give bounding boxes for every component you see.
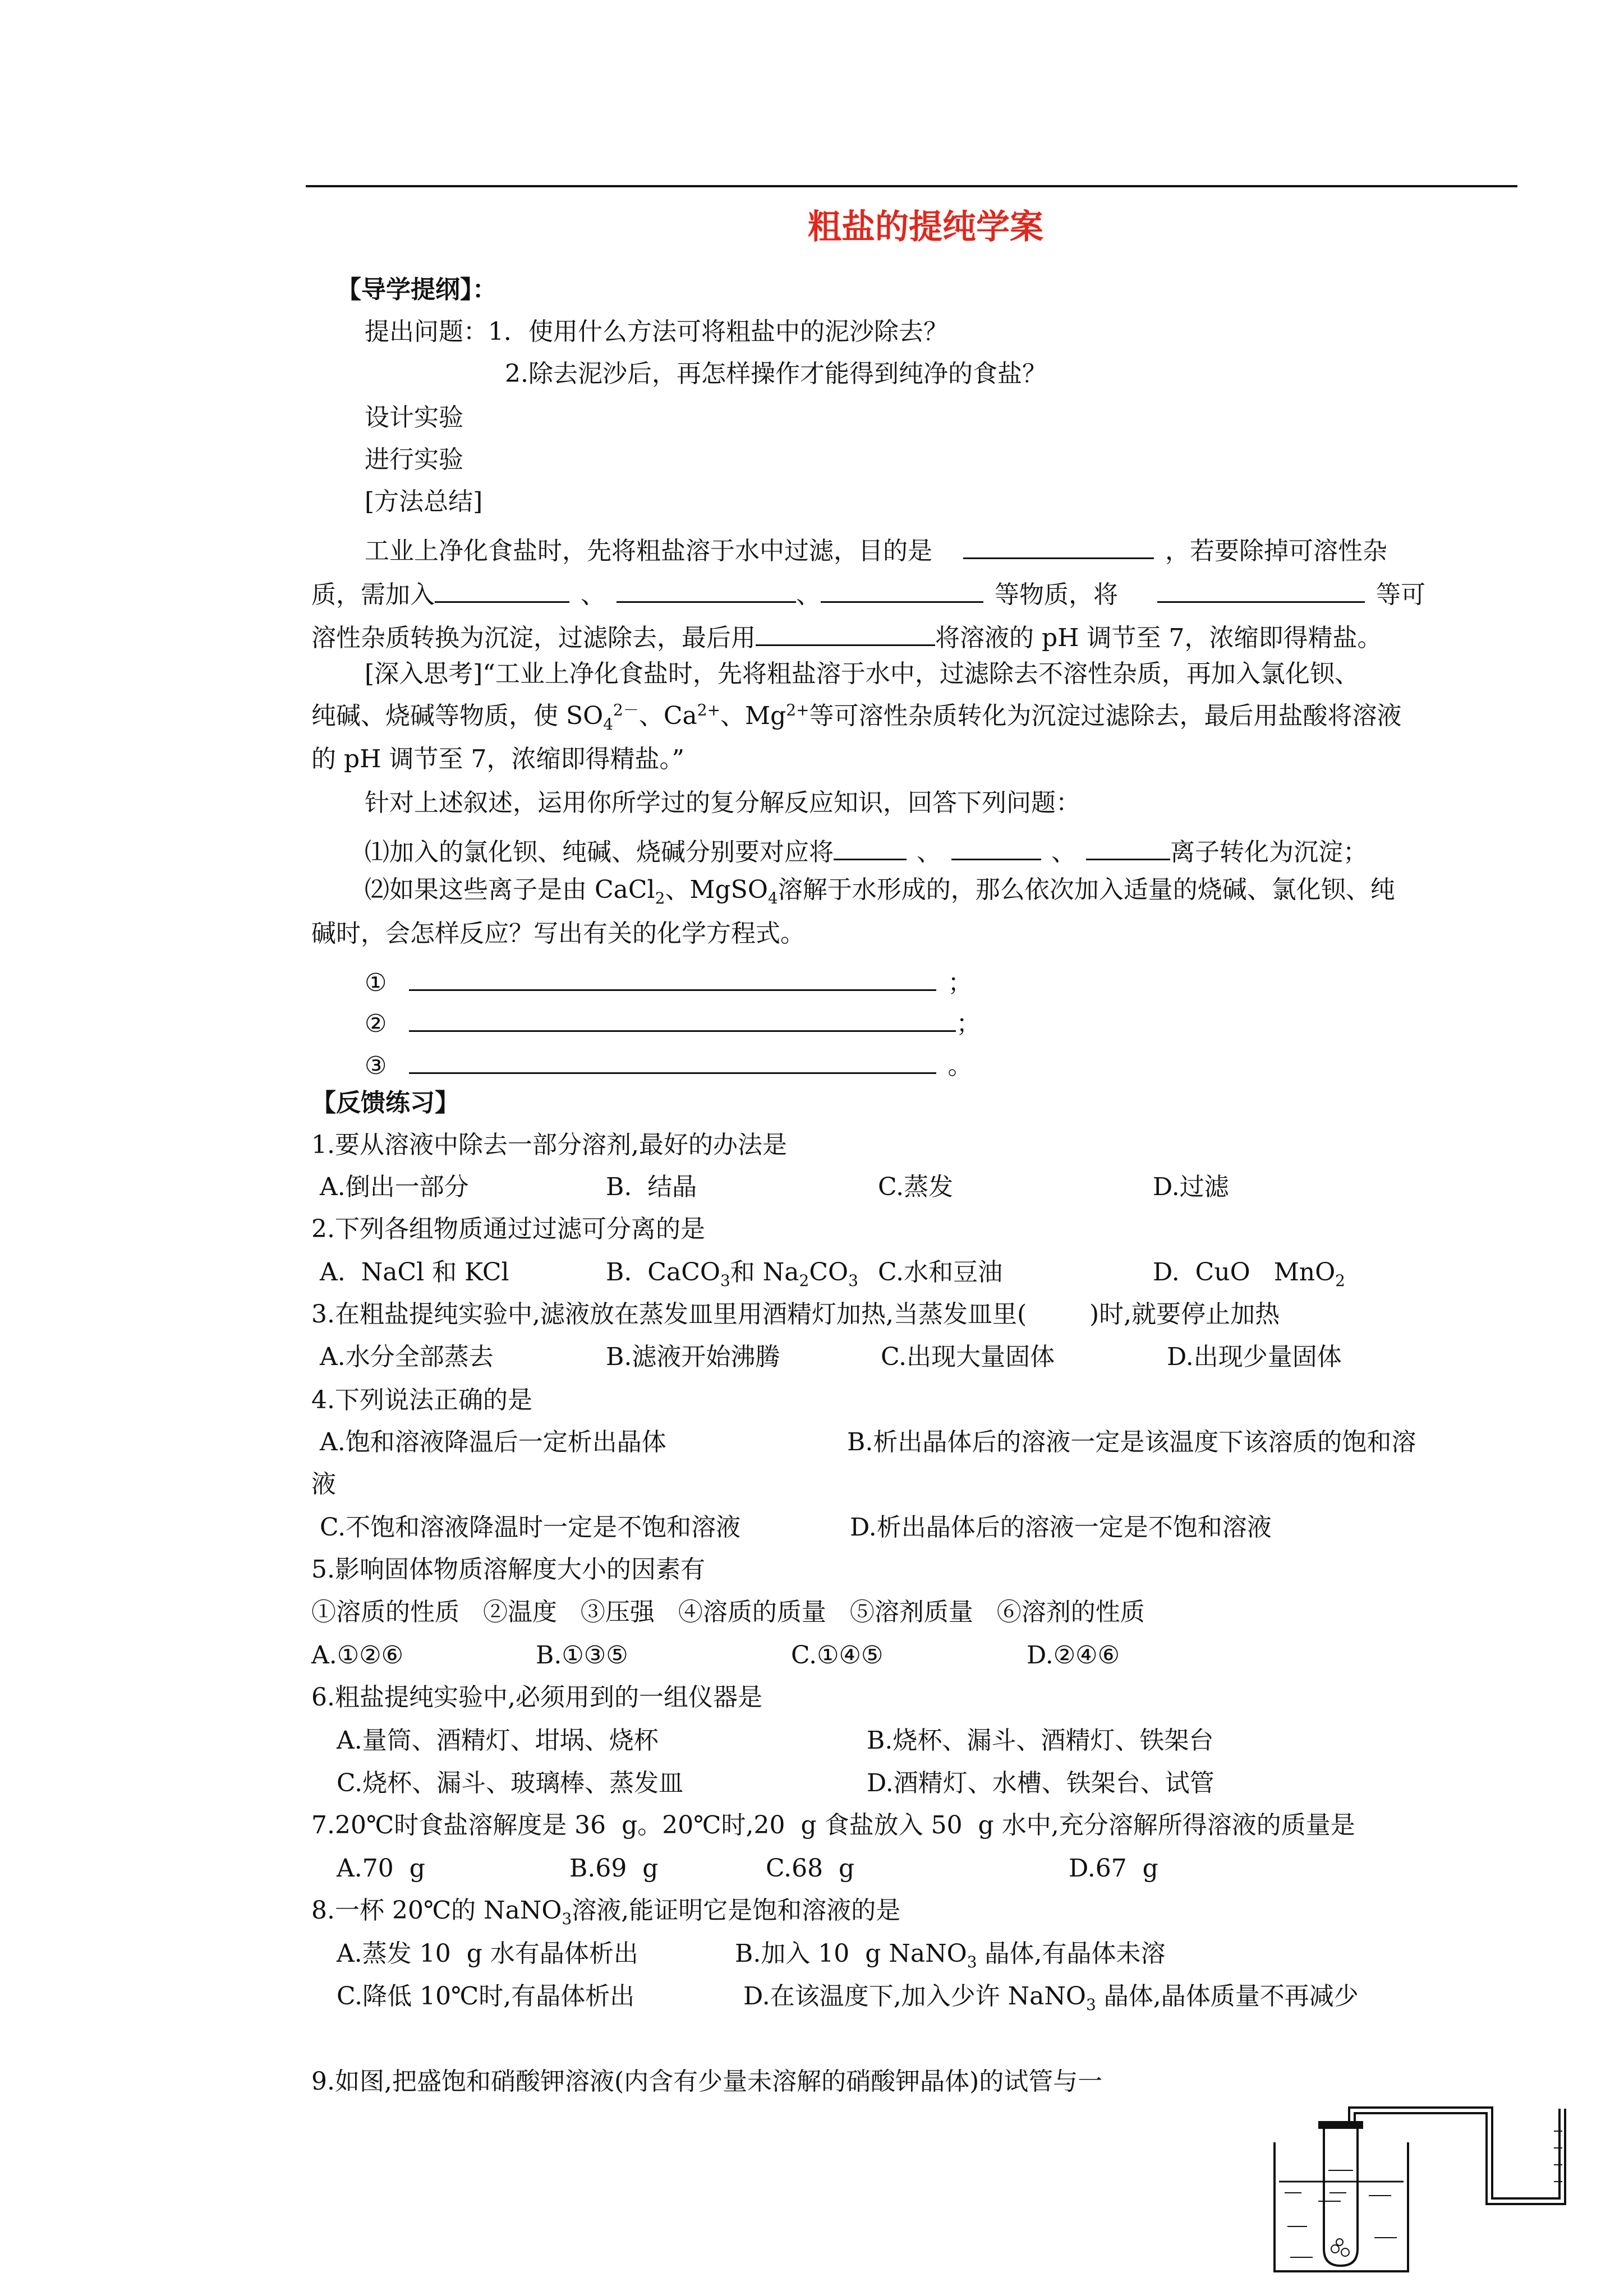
option-2a[interactable]: A. NaCl 和 KCl (320, 1258, 509, 1287)
question-7-stem: 7.20℃时食盐溶解度是 36 g。20℃时,20 g 食盐放入 50 g 水中,充分溶解所得溶液的质量是 (311, 1811, 1355, 1839)
question-label: 提出问题：1．使用什么方法可将粗盐中的泥沙除去？ (365, 317, 948, 346)
blank-ion-3[interactable] (1086, 834, 1170, 860)
sub-question-2: ⑵如果这些离子是由 CaCl$_2$、MgSO$_4$溶解于水形成的，那么依次加入适量的烧碱、氯化钡、纯 (365, 875, 1395, 907)
instruction: 针对上述叙述，运用你所学过的复分解反应知识，回答下列问题： (365, 789, 1080, 817)
option-5a[interactable]: A.①②⑥ (311, 1641, 404, 1670)
summary-line-1: 工业上净化食盐时，先将粗盐溶于水中过滤，目的是 ，若要除掉可溶性杂 (365, 533, 1387, 564)
blank-ion-1[interactable] (834, 834, 907, 860)
option-1b[interactable]: B. 结晶 (606, 1173, 697, 1201)
option-3a[interactable]: A.水分全部蒸去 (320, 1343, 494, 1371)
design-experiment: 设计实验 (365, 403, 463, 432)
blank-reagent-3[interactable] (821, 577, 983, 603)
deep-thinking-3: 的 pH 调节至 7，浓缩即得精盐。” (311, 745, 684, 773)
blank-acid[interactable] (756, 620, 935, 646)
blank-equation-2[interactable] (409, 1006, 956, 1032)
option-6a[interactable]: A.量筒、酒精灯、坩埚、烧杯 (337, 1726, 659, 1755)
option-3c[interactable]: C.出现大量固体 (881, 1343, 1055, 1371)
option-8d[interactable]: D.在该温度下,加入少许 NaNO$_3$ 晶体,晶体质量不再减少 (743, 1982, 1359, 2014)
blank-reagent-1[interactable] (435, 577, 569, 603)
question-6-stem: 6.粗盐提纯实验中,必须用到的一组仪器是 (311, 1683, 762, 1712)
option-5c[interactable]: C.①④⑤ (791, 1641, 884, 1670)
option-2d[interactable]: D. CuO MnO$_2$ (1153, 1258, 1345, 1290)
blank-equation-1[interactable] (409, 965, 936, 991)
question-2-stem: 2.下列各组物质通过过滤可分离的是 (311, 1215, 705, 1243)
sub-question-2-cont: 碱时，会怎样反应？写出有关的化学方程式。 (311, 919, 805, 948)
question-5-stem: 5.影响固体物质溶解度大小的因素有 (311, 1555, 705, 1584)
header-rule (306, 185, 1517, 187)
option-6c[interactable]: C.烧杯、漏斗、玻璃棒、蒸发皿 (337, 1769, 684, 1797)
question-2: 2.除去泥沙后，再怎样操作才能得到纯净的食盐？ (505, 359, 1047, 388)
option-8a[interactable]: A.蒸发 10 g 水有晶体析出 (337, 1939, 638, 1968)
question-3-stem: 3.在粗盐提纯实验中,滤液放在蒸发皿里用酒精灯加热,当蒸发皿里( )时,就要停止加热 (311, 1300, 1280, 1329)
question-4-stem: 4.下列说法正确的是 (311, 1386, 532, 1414)
option-5b[interactable]: B.①③⑤ (536, 1641, 628, 1670)
blank-equation-3[interactable] (409, 1048, 936, 1074)
option-1d[interactable]: D.过滤 (1153, 1173, 1229, 1201)
apparatus-figure (1268, 2097, 1582, 2283)
option-4b[interactable]: B.析出晶体后的溶液一定是该温度下该溶质的饱和溶 (847, 1428, 1416, 1456)
option-7c[interactable]: C.68 g (766, 1854, 855, 1883)
equation-1: ① ； (365, 965, 972, 995)
guide-heading: 【导学提纲】： (337, 275, 497, 304)
blank-ions[interactable] (1157, 577, 1365, 603)
option-6d[interactable]: D.酒精灯、水槽、铁架台、试管 (867, 1769, 1214, 1797)
option-1c[interactable]: C.蒸发 (878, 1173, 954, 1201)
option-4a[interactable]: A.饱和溶液降温后一定析出晶体 (320, 1428, 666, 1456)
option-1a[interactable]: A.倒出一部分 (320, 1173, 469, 1201)
option-6b[interactable]: B.烧杯、漏斗、酒精灯、铁架台 (867, 1726, 1214, 1755)
blank-ion-2[interactable] (951, 834, 1041, 860)
deep-thinking-1: [深入思考]“工业上净化食盐时，先将粗盐溶于水中，过滤除去不溶性杂质，再加入氯化钡、 (365, 660, 1359, 688)
option-5d[interactable]: D.②④⑥ (1027, 1641, 1120, 1670)
option-4b-cont: 液 (311, 1470, 336, 1499)
summary-line-2: 质，需加入 、 、 等物质，将 等可 (311, 577, 1425, 607)
question-8-stem: 8.一杯 20℃的 NaNO$_3$溶液,能证明它是饱和溶液的是 (311, 1896, 901, 1928)
equation-3: ③ 。 (365, 1048, 972, 1078)
option-7d[interactable]: D.67 g (1069, 1854, 1158, 1883)
option-2c[interactable]: C.水和豆油 (878, 1258, 1003, 1287)
option-7a[interactable]: A.70 g (337, 1854, 425, 1883)
blank-filter-purpose[interactable] (963, 533, 1154, 559)
option-3d[interactable]: D.出现少量固体 (1167, 1343, 1342, 1371)
equation-2: ② ； (365, 1006, 981, 1036)
option-7b[interactable]: B.69 g (569, 1854, 659, 1883)
method-summary: [方法总结] (365, 487, 483, 516)
question-9-stem: 9.如图,把盛饱和硝酸钾溶液(内含有少量未溶解的硝酸钾晶体)的试管与一 (311, 2067, 1103, 2096)
summary-line-3: 溶性杂质转换为沉淀，过滤除去，最后用 将溶液的 pH 调节至 7，浓缩即得精盐。 (311, 620, 1382, 651)
deep-thinking-2: 纯碱、烧碱等物质，使 $SO_4^{2-}$、$Ca^{2+}$、$Mg^{2+}$等可溶性杂质转化为沉淀过滤除去，最后用盐酸将溶液 (311, 700, 1402, 734)
do-experiment: 进行实验 (365, 445, 463, 474)
option-3b[interactable]: B.滤液开始沸腾 (606, 1343, 780, 1371)
sub-question-1: ⑴加入的氯化钡、纯碱、烧碱分别要对应将 、 、 离子转化为沉淀； (365, 834, 1368, 865)
question-5-factors: ①溶质的性质 ②温度 ③压强 ④溶质的质量 ⑤溶剂质量 ⑥溶剂的性质 (311, 1598, 1145, 1626)
option-8b[interactable]: B.加入 10 g NaNO$_3$ 晶体,有晶体未溶 (735, 1939, 1166, 1971)
blank-reagent-2[interactable] (617, 577, 796, 603)
practice-heading: 【反馈练习】 (311, 1089, 459, 1117)
option-8c[interactable]: C.降低 10℃时,有晶体析出 (337, 1982, 635, 2011)
question-1: 1．使用什么方法可将粗盐中的泥沙除去？ (488, 317, 948, 346)
option-2b[interactable]: B. CaCO$_3$和 $Na_2CO_3$ (606, 1258, 858, 1290)
question-1-stem: 1.要从溶液中除去一部分溶剂,最好的办法是 (311, 1131, 787, 1159)
option-4d[interactable]: D.析出晶体后的溶液一定是不饱和溶液 (850, 1513, 1272, 1542)
page-title: 粗盐的提纯学案 (808, 208, 1043, 247)
option-4c[interactable]: C.不饱和溶液降温时一定是不饱和溶液 (320, 1513, 741, 1542)
